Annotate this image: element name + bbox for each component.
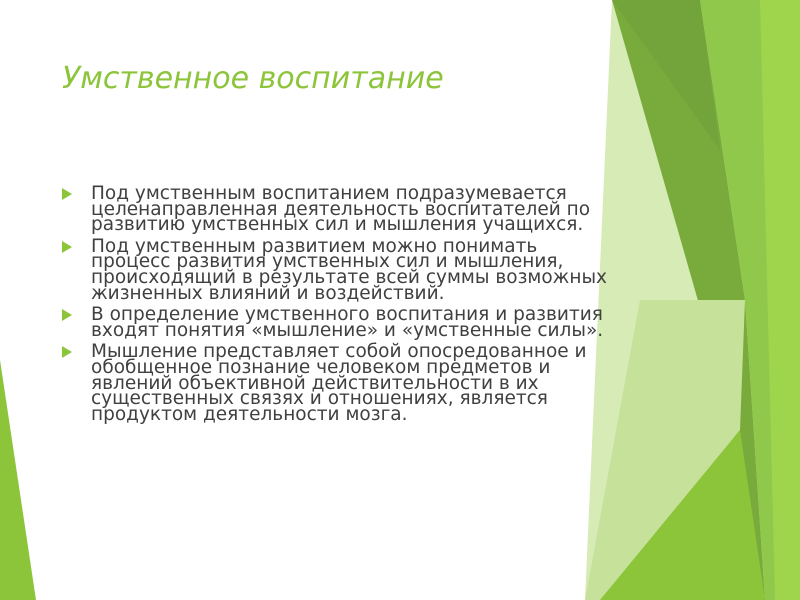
triangle-right-icon bbox=[62, 309, 72, 321]
left-green-strip bbox=[0, 360, 36, 600]
bullet-item bbox=[60, 235, 620, 304]
triangle-right-icon bbox=[62, 241, 72, 253]
triangle-right-icon bbox=[62, 188, 72, 200]
triangle-right-icon bbox=[62, 346, 72, 358]
slide-title: Умственное воспитание bbox=[62, 61, 444, 96]
bullet-item bbox=[60, 183, 620, 236]
bullet-text: Под умственным воспитанием подразумевается целенаправленная деятельность воспитателей по развитию умственных сил и мышления учащихся. bbox=[91, 183, 591, 236]
bullet-item bbox=[60, 341, 620, 425]
bullet-item bbox=[60, 304, 620, 341]
bullet-list bbox=[60, 183, 620, 428]
bullet-text: Мышление представляет собой опосредованное и обобщенное познание человеком предметов и явлений объективной действительности в их существенных связях и отношениях, является продуктом деятельности мозга. bbox=[91, 341, 587, 425]
bullet-text: Под умственным развитием можно понимать процесс развития умственных сил и мышления, происходящий в результате всей суммы возможных жизненных влияний и воздействий. bbox=[91, 235, 607, 304]
bullet-text: В определение умственного воспитания и развития входят понятия «мышление» и «умственные силы». bbox=[91, 304, 604, 341]
